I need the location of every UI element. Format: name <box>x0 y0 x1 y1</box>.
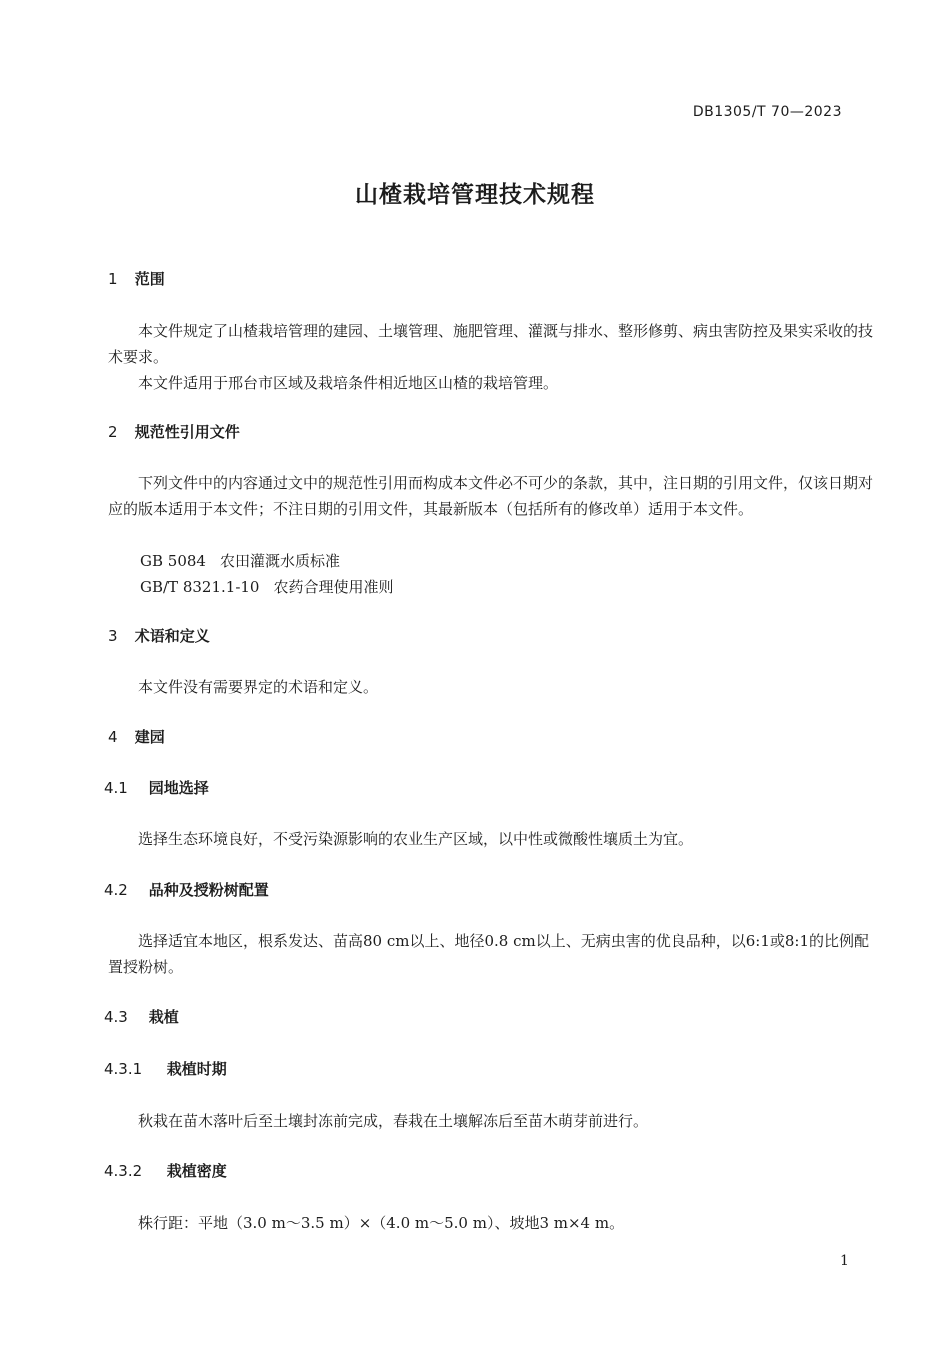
section-3-heading <box>108 625 210 646</box>
section-1-paragraph-2: 本文件适用于邢台市区域及栽培条件相近地区山楂的栽培管理。 <box>138 374 559 392</box>
section-3-paragraph-1: 本文件没有需要界定的术语和定义。 <box>138 678 379 696</box>
reference-name: 农药合理使用准则 <box>273 578 394 596</box>
section-4-3-2-paragraph-1: 株行距：平地（3.0 m～3.5 m）×（4.0 m～5.0 m）、坡地3 m×4 m。 <box>138 1214 625 1232</box>
section-4-2-heading <box>104 879 269 900</box>
section-title: 规范性引用文件 <box>134 423 240 441</box>
section-2-paragraph-1: 下列文件中的内容通过文中的规范性引用而构成本文件必不可少的条款，其中，注日期的引用文件，仅该日期对应的版本适用于本文件；不注日期的引用文件，其最新版本（包括所有的修改单）适用于本文件。 <box>108 474 874 518</box>
section-title: 品种及授粉树配置 <box>148 881 269 899</box>
reference-code: GB 5084 <box>140 552 206 570</box>
section-title: 术语和定义 <box>134 627 210 645</box>
page-number: 1 <box>840 1253 849 1269</box>
section-4-3-heading <box>104 1006 179 1027</box>
reference-code: GB/T 8321.1-10 <box>140 578 260 596</box>
normative-reference-item <box>140 550 340 571</box>
section-number: 4.3.1 <box>104 1060 143 1078</box>
section-1-paragraph-1: 本文件规定了山楂栽培管理的建园、土壤管理、施肥管理、灌溉与排水、整形修剪、病虫害防控及果实采收的技术要求。 <box>108 322 874 366</box>
section-title: 栽植 <box>148 1008 179 1026</box>
section-number: 3 <box>108 627 118 645</box>
section-title: 栽植时期 <box>166 1060 227 1078</box>
section-4-2-paragraph-1: 选择适宜本地区，根系发达、苗高80 cm以上、地径0.8 cm以上、无病虫害的优良品种，以6:1或8:1的比例配置授粉树。 <box>108 932 870 976</box>
section-4-1-paragraph-1: 选择生态环境良好，不受污染源影响的农业生产区域，以中性或微酸性壤质土为宜。 <box>138 830 694 848</box>
section-number: 4.3 <box>104 1008 128 1026</box>
section-1-heading <box>108 268 165 289</box>
section-4-1-heading <box>104 777 209 798</box>
section-number: 4.3.2 <box>104 1162 143 1180</box>
section-title: 栽植密度 <box>166 1162 227 1180</box>
section-number: 4.2 <box>104 881 128 899</box>
section-4-3-2-heading <box>104 1160 227 1181</box>
document-number: DB1305/T 70—2023 <box>692 104 842 120</box>
section-4-3-1-paragraph-1: 秋栽在苗木落叶后至土壤封冻前完成，春栽在土壤解冻后至苗木萌芽前进行。 <box>138 1112 649 1130</box>
section-number: 1 <box>108 270 118 288</box>
section-number: 4 <box>108 728 118 746</box>
section-title: 建园 <box>134 728 165 746</box>
document-title: 山楂栽培管理技术规程 <box>355 182 595 208</box>
normative-reference-item <box>140 576 394 597</box>
reference-name: 农田灌溉水质标准 <box>219 552 340 570</box>
section-title: 范围 <box>134 270 165 288</box>
section-2-heading <box>108 421 240 442</box>
section-4-3-1-heading <box>104 1058 227 1079</box>
section-number: 4.1 <box>104 779 128 797</box>
section-number: 2 <box>108 423 118 441</box>
section-title: 园地选择 <box>148 779 209 797</box>
section-4-heading <box>108 726 165 747</box>
